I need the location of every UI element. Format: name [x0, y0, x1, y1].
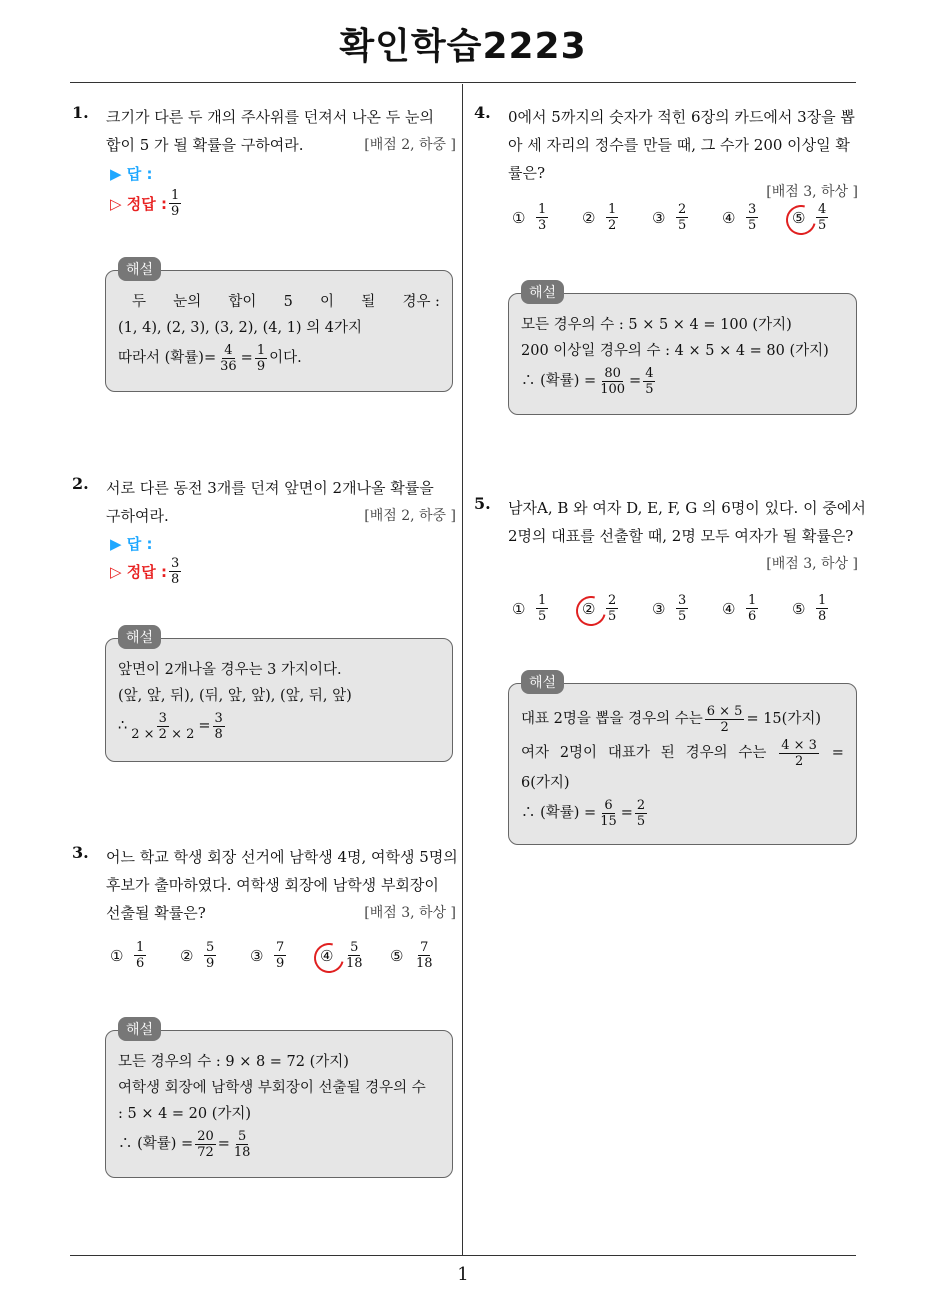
choice-5[interactable] [792, 202, 862, 233]
question-text-line [106, 131, 456, 159]
fraction-denominator: 9 [170, 204, 180, 219]
text: = 15(가지) [746, 711, 821, 727]
fraction-denominator: 5 [818, 218, 827, 233]
fraction-numerator: 3 [170, 556, 180, 571]
word: 두 [132, 294, 147, 310]
question-text-line [106, 502, 456, 530]
explanation-tag: 해설 [118, 625, 161, 649]
explanation-box [105, 630, 453, 762]
explanation-tag: 해설 [521, 670, 564, 694]
explanation-line [118, 289, 440, 315]
fraction [232, 1129, 253, 1160]
explanation-line: 앞면이 2개나올 경우는 3 가지이다. [118, 662, 342, 678]
explanation-line [118, 341, 440, 375]
fraction-denominator: 3 [538, 218, 547, 233]
column-divider [462, 84, 463, 1256]
score-meta: [배점 2, 하중 ] [364, 508, 456, 524]
explanation-line: 모든 경우의 수 : 9 × 8 = 72 (가지) [118, 1054, 349, 1070]
question-text-line: 후보가 출마하였다. 여학생 회장에 남학생 부회장이 [106, 876, 439, 894]
choice-number: ⑤ [792, 208, 806, 227]
choice-5[interactable] [390, 940, 460, 971]
fraction-numerator: 5 [206, 940, 215, 955]
word: 이 [320, 294, 335, 310]
explanation-line: 모든 경우의 수 : 5 × 5 × 4 = 100 (가지) [521, 317, 792, 333]
therefore-symbol: ∴ [118, 718, 128, 734]
choice-5[interactable] [792, 593, 862, 624]
fraction [598, 798, 619, 829]
correct-answer [110, 556, 183, 587]
fraction-numerator: 5 [350, 940, 359, 955]
fraction-numerator: 3 [214, 710, 223, 726]
word: 될 [361, 294, 376, 310]
question-meta-line [508, 181, 858, 203]
fraction-numerator: 20 [197, 1128, 214, 1144]
fraction-numerator: 7 [276, 940, 285, 955]
fraction-numerator: 5 [238, 1128, 247, 1144]
text: 따라서 (확률)= [118, 350, 217, 366]
fraction [213, 711, 225, 742]
explanation-tag: 해설 [118, 257, 161, 281]
answer-label: ▶ 답 : [110, 165, 153, 183]
fraction [676, 593, 688, 624]
fraction-numerator: 3 [748, 202, 757, 217]
fraction [746, 202, 758, 233]
fraction-denominator: 5 [608, 609, 617, 624]
explanation-tag: 해설 [521, 280, 564, 304]
choice-1[interactable] [512, 593, 582, 624]
question-text: 률은? [508, 164, 546, 182]
equals: = [620, 805, 633, 821]
equals: = [629, 373, 642, 389]
fraction-denominator: 72 [197, 1144, 214, 1160]
explanation-box [508, 675, 857, 845]
question-4 [474, 103, 858, 203]
word: 5 [283, 294, 293, 310]
question-text-line: 남자A, B 와 여자 D, E, F, G 의 6명이 있다. 이 중에서 [508, 499, 866, 517]
question-text: 합이 5 가 될 확률을 구하여라. [106, 136, 304, 154]
explanation-line [521, 796, 844, 830]
explanation-line: 200 이상일 경우의 수 : 4 × 5 × 4 = 80 (가지) [521, 343, 829, 359]
fraction [129, 711, 196, 742]
question-1 [72, 103, 456, 159]
fraction-numerator: 1 [256, 342, 266, 358]
fraction-numerator: 6 [604, 797, 613, 813]
fraction [816, 202, 828, 233]
fraction-numerator: 1 [818, 593, 827, 608]
choice-3[interactable] [250, 940, 320, 971]
equals: = [217, 1136, 230, 1152]
fraction-numerator: 7 [420, 940, 429, 955]
question-number: 4. [474, 103, 491, 122]
choice-number: ① [512, 208, 526, 227]
score-meta: [배점 3, 하상 ] [766, 184, 858, 200]
fraction-denominator: 18 [346, 956, 363, 971]
explanation-line: 6(가지) [521, 775, 570, 791]
choice-number: ④ [320, 946, 334, 965]
question-text-line: 아 세 자리의 정수를 만들 때, 그 수가 200 이상일 확 [508, 136, 850, 154]
fraction [598, 366, 627, 397]
header-rule [70, 82, 856, 83]
explanation-box [508, 285, 857, 415]
fraction [746, 593, 758, 624]
fraction-numerator: 1 [538, 202, 547, 217]
explanation-line: (앞, 앞, 뒤), (뒤, 앞, 앞), (앞, 뒤, 앞) [118, 688, 352, 704]
fraction-numerator: 4 [818, 202, 827, 217]
fraction-numerator: 4 [645, 365, 654, 381]
fraction-denominator: 18 [233, 1144, 251, 1160]
choice-2[interactable] [180, 940, 250, 971]
fraction-denominator: 8 [214, 726, 223, 742]
fraction-denominator: 2 [608, 218, 617, 233]
correct-answer-fraction [169, 188, 181, 219]
choice-2[interactable] [582, 202, 652, 233]
page-number: 1 [457, 1264, 469, 1285]
question-number: 3. [72, 843, 89, 862]
question-text: 구하여라. [106, 507, 169, 525]
fraction [536, 202, 548, 233]
question-3 [72, 843, 458, 927]
choice-number: ⑤ [390, 946, 404, 965]
fraction [195, 1129, 216, 1160]
fraction [635, 798, 647, 829]
fraction-denominator: 6 [136, 956, 145, 971]
word: 경우의 [685, 745, 728, 761]
word: 대표가 [607, 745, 650, 761]
fraction-numerator: 2 [636, 797, 646, 813]
choice-number: ② [582, 599, 596, 618]
fraction-denominator: 5 [678, 218, 687, 233]
text: 이다. [269, 350, 302, 366]
question-number: 1. [72, 103, 89, 122]
question-number: 5. [474, 494, 491, 513]
choice-number: ③ [250, 946, 264, 965]
word: 눈의 [173, 294, 202, 310]
explanation-line [521, 364, 844, 398]
correct-answer-fraction [169, 556, 181, 587]
choice-4[interactable] [722, 593, 792, 624]
fraction [705, 704, 745, 735]
choice-list [512, 202, 862, 233]
fraction-numerator: 4 [224, 342, 233, 358]
fraction [255, 343, 267, 374]
question-2 [72, 474, 456, 530]
fraction-numerator: 6 × 5 [706, 703, 743, 719]
fraction-numerator: 1 [748, 593, 757, 608]
fraction-denominator: 100 [600, 381, 626, 397]
question-text-line: 서로 다른 동전 3개를 던져 앞면이 2개나올 확률을 [106, 479, 434, 497]
word: 경우 : [402, 294, 440, 310]
fraction-denominator: 8 [818, 609, 827, 624]
fraction [779, 738, 819, 769]
choice-4[interactable] [722, 202, 792, 233]
fraction-numerator: 3 [158, 710, 167, 726]
question-text: 선출될 확률은? [106, 904, 206, 922]
explanation-line: 여학생 회장에 남학생 부회장이 선출될 경우의 수 [118, 1080, 426, 1096]
fraction-denominator: 2 [720, 719, 729, 735]
score-meta: [배점 2, 하중 ] [364, 137, 456, 153]
fraction-numerator: 2 [608, 593, 617, 608]
fraction-numerator: 3 [678, 593, 687, 608]
fraction [218, 343, 239, 374]
fraction [676, 202, 688, 233]
fraction [643, 366, 655, 397]
question-meta-line [508, 550, 858, 578]
explanation-line [521, 736, 844, 770]
word: 수는 [738, 745, 767, 761]
choice-2[interactable] [582, 593, 652, 624]
choice-number: ① [512, 599, 526, 618]
question-5 [474, 494, 866, 578]
fraction-denominator: 5 [748, 218, 757, 233]
fraction-denominator: 8 [170, 572, 180, 587]
fraction [344, 940, 365, 971]
fraction-denominator: 36 [220, 358, 237, 374]
choice-list [512, 593, 862, 624]
question-text-line: 어느 학교 학생 회장 선거에 남학생 4명, 여학생 5명의 [106, 848, 458, 866]
word: 합이 [228, 294, 257, 310]
fraction-numerator: 80 [604, 365, 621, 381]
question-text-line: 크기가 다른 두 개의 주사위를 던져서 나온 두 눈의 [106, 108, 434, 126]
score-meta: [배점 3, 하상 ] [766, 556, 858, 572]
footer-rule [70, 1255, 856, 1256]
fraction-denominator: 15 [600, 813, 617, 829]
explanation-tag: 해설 [118, 1017, 161, 1041]
fraction-denominator: 5 [636, 813, 646, 829]
word: 여자 [521, 745, 550, 761]
choice-3[interactable] [652, 593, 722, 624]
text: ∴ (확률) = [118, 1136, 194, 1152]
choice-list [110, 940, 460, 971]
fraction [816, 593, 828, 624]
equals: = [831, 745, 844, 761]
fraction-denominator: 2 × 2 × 2 [131, 726, 195, 742]
fraction-denominator: 5 [678, 609, 687, 624]
explanation-box [105, 1022, 453, 1178]
fraction-denominator: 18 [416, 956, 433, 971]
fraction-numerator: 2 [678, 202, 687, 217]
explanation-box [105, 262, 453, 392]
fraction-denominator: 2 [794, 753, 804, 769]
explanation-line [118, 1127, 440, 1161]
choice-3[interactable] [652, 202, 722, 233]
question-text-line: 2명의 대표를 선출할 때, 2명 모두 여자가 될 확률은? [508, 527, 854, 545]
fraction-denominator: 9 [276, 956, 285, 971]
text: ∴ (확률) = [521, 373, 597, 389]
choice-number: ⑤ [792, 599, 806, 618]
answer-label: ▶ 답 : [110, 535, 153, 553]
explanation-line: (1, 4), (2, 3), (3, 2), (4, 1) 의 4가지 [118, 320, 363, 336]
word: 2명이 [559, 745, 598, 761]
question-text-line: 0에서 5까지의 숫자가 적힌 6장의 카드에서 3장을 뽑 [508, 108, 855, 126]
correct-answer-label: ▷ 정답 : [110, 563, 167, 581]
question-number: 2. [72, 474, 89, 493]
equals: = [198, 718, 211, 734]
explanation-line: : 5 × 4 = 20 (가지) [118, 1106, 252, 1122]
explanation-line [521, 702, 844, 736]
choice-number: ③ [652, 208, 666, 227]
choice-1[interactable] [110, 940, 180, 971]
choice-number: ③ [652, 599, 666, 618]
fraction-denominator: 6 [748, 609, 757, 624]
text: 대표 2명을 뽑을 경우의 수는 [521, 711, 703, 727]
fraction-numerator: 4 × 3 [781, 737, 817, 753]
fraction [414, 940, 435, 971]
fraction [536, 593, 548, 624]
text: ∴ (확률) = [521, 805, 597, 821]
fraction-numerator: 1 [608, 202, 617, 217]
correct-answer [110, 188, 183, 219]
choice-number: ② [180, 946, 194, 965]
choice-number: ④ [722, 599, 736, 618]
fraction [204, 940, 216, 971]
page-title: 확인학습2223 [339, 26, 587, 67]
explanation-line [118, 709, 440, 743]
choice-4[interactable] [320, 940, 390, 971]
fraction-denominator: 9 [206, 956, 215, 971]
fraction-numerator: 1 [136, 940, 145, 955]
choice-number: ① [110, 946, 124, 965]
score-meta: [배점 3, 하상 ] [364, 905, 456, 921]
fraction-numerator: 1 [538, 593, 547, 608]
fraction-denominator: 5 [538, 609, 547, 624]
equals: = [240, 350, 253, 366]
fraction [274, 940, 286, 971]
fraction-denominator: 9 [256, 358, 266, 374]
fraction-numerator: 1 [170, 188, 180, 203]
correct-answer-label: ▷ 정답 : [110, 195, 167, 213]
fraction [134, 940, 146, 971]
question-text-line [106, 899, 456, 927]
word: 된 [660, 745, 675, 761]
fraction [606, 593, 618, 624]
fraction [606, 202, 618, 233]
choice-number: ② [582, 208, 596, 227]
fraction-denominator: 5 [645, 381, 654, 397]
choice-number: ④ [722, 208, 736, 227]
choice-1[interactable] [512, 202, 582, 233]
